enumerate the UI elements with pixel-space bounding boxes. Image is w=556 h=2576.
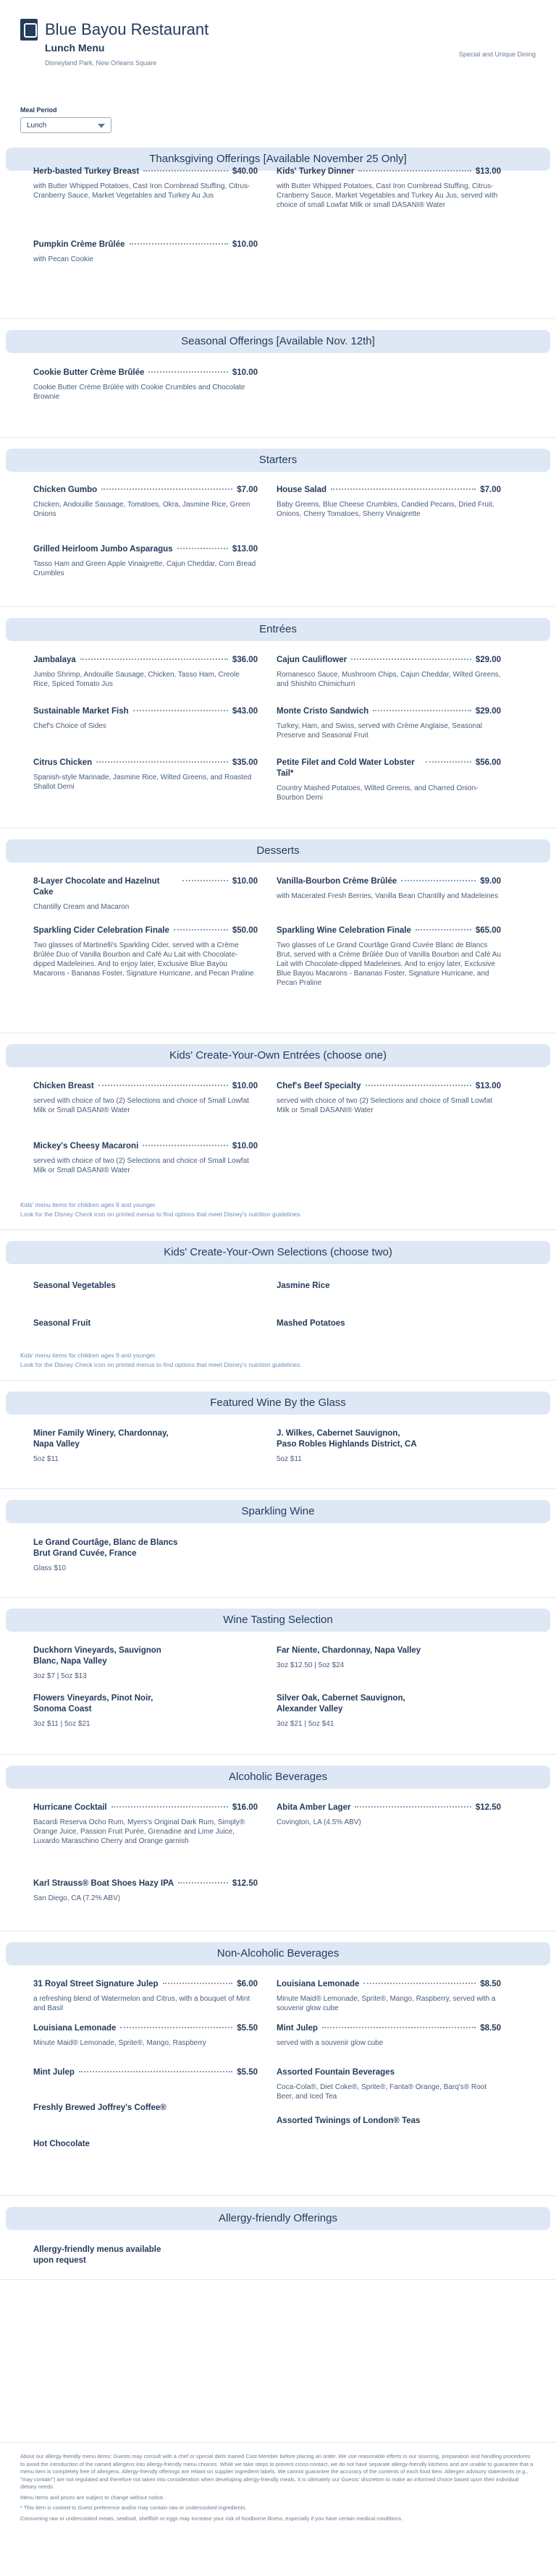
menu-item-price: $56.00 xyxy=(475,758,501,767)
menu-item-name: Flowers Vineyards, Pinot Noir, Sonoma Coast xyxy=(33,1694,153,1713)
menu-item-name: Herb-basted Turkey Breast xyxy=(33,167,140,176)
section-title: Entrées xyxy=(6,618,550,641)
kids-menu-note: Kids' menu items for children ages 9 and younger. xyxy=(20,1352,157,1359)
menu-item-description: Romanesco Sauce, Mushroom Chips, Cajun Cheddar, Wilted Greens, and Shishito Chimichurri xyxy=(277,671,501,688)
menu-item-description: Bacardi Reserva Ocho Rum, Myers's Original Dark Rum, Simply® Orange Juice, Passion Fruit Purée, Grenadine and Lime Juice, Luxardo Maraschino Cherry and Orange garnish xyxy=(33,1818,245,1845)
menu-item-name: Karl Strauss® Boat Shoes Hazy IPA xyxy=(33,1879,174,1888)
menu-item xyxy=(277,1693,501,1729)
chevron-down-icon xyxy=(98,124,105,128)
menu-item-name: Pumpkin Crème Brûlée xyxy=(33,240,125,249)
menu-item-description: Two glasses of Martinelli's Sparkling Cider, served with a Crème Brûlée Duo of Vanilla Bourbon and Café Au Lait with Chocolate-dipped Madeleines. And to enjoy later, Exclusive Blue Bayou Macarons - Bananas Foster, Signature Hurricane, and Pecan Praline xyxy=(33,941,254,978)
dot-leader xyxy=(401,880,476,881)
menu-item-name: Mashed Potatoes xyxy=(277,1319,345,1328)
section-kids-entrees xyxy=(0,1044,556,1067)
menu-item xyxy=(277,166,501,210)
menu-item-name: Le Grand Courtâge, Blanc de Blancs Brut Grand Cuvée, France xyxy=(33,1538,178,1558)
dot-leader xyxy=(351,658,471,660)
menu-item xyxy=(33,925,258,978)
restaurant-logo-icon xyxy=(20,19,38,41)
dot-leader xyxy=(143,1145,228,1146)
page-header xyxy=(0,0,556,100)
section-alcoholic xyxy=(0,1766,556,1789)
menu-item-name: Sparkling Wine Celebration Finale xyxy=(277,926,411,935)
menu-type: Lunch Menu xyxy=(45,42,105,54)
section-divider xyxy=(0,2442,556,2443)
menu-item-price: $12.50 xyxy=(475,1803,501,1812)
dot-leader xyxy=(111,1806,228,1808)
section-nonalcoholic xyxy=(0,1942,556,1965)
section-title: Kids' Create-Your-Own Entrées (choose one) xyxy=(6,1044,550,1067)
meal-period-value: Lunch xyxy=(27,122,47,130)
menu-item xyxy=(33,1693,258,1729)
restaurant-name: Blue Bayou Restaurant xyxy=(45,20,209,38)
menu-item-price: $29.00 xyxy=(475,707,501,716)
dot-leader xyxy=(178,1882,228,1884)
menu-item-name: Allergy-friendly menus available upon request xyxy=(33,2245,161,2265)
dot-leader xyxy=(133,710,228,711)
menu-item-price: $13.00 xyxy=(475,167,501,176)
dot-leader xyxy=(426,761,471,763)
menu-item-price: $5.50 xyxy=(237,2024,258,2033)
dot-leader xyxy=(182,880,228,881)
section-title: Non-Alcoholic Beverages xyxy=(6,1942,550,1965)
section-title: Thanksgiving Offerings [Available November 25 Only] xyxy=(6,148,550,171)
menu-item xyxy=(277,706,501,740)
menu-item-description: served with choice of two (2) Selections and choice of Small Lowfat Milk or Small DASANI® Water xyxy=(33,1157,249,1174)
dot-leader xyxy=(148,371,227,373)
menu-item xyxy=(277,925,501,988)
dot-leader xyxy=(174,929,228,931)
dot-leader xyxy=(358,170,471,171)
menu-item xyxy=(33,485,258,519)
dot-leader xyxy=(79,2071,232,2072)
dot-leader xyxy=(98,1085,228,1086)
kids-menu-note: Look for the Disney Check icon on printed menus to find options that meet Disney's nutrition guidelines. xyxy=(20,1361,302,1368)
menu-item-name: Silver Oak, Cabernet Sauvignon, Alexander Valley xyxy=(277,1694,405,1713)
kids-menu-note: Look for the Disney Check icon on printed menus to find options that meet Disney's nutrition guidelines. xyxy=(20,1211,302,1218)
menu-item-description: Glass $10 xyxy=(33,1564,67,1572)
menu-item-price: $10.00 xyxy=(232,1142,258,1151)
menu-item-description: Turkey, Ham, and Swiss, served with Crème Anglaise, Seasonal Preserve and Seasonal Fruit xyxy=(277,722,483,740)
menu-item xyxy=(277,485,501,519)
section-tasting xyxy=(0,1609,556,1632)
menu-item-price: $50.00 xyxy=(232,926,258,935)
menu-item-price: $65.00 xyxy=(475,926,501,935)
menu-item-price: $5.50 xyxy=(237,2068,258,2077)
dot-leader xyxy=(177,548,228,549)
menu-item-price: $12.50 xyxy=(232,1879,258,1888)
menu-item-description: 5oz $11 xyxy=(33,1455,59,1463)
menu-item-name: Mint Julep xyxy=(33,2068,75,2077)
dot-leader xyxy=(363,1983,476,1984)
menu-item-name: House Salad xyxy=(277,486,327,494)
menu-item xyxy=(277,1428,501,1464)
menu-item xyxy=(33,1428,258,1464)
section-title: Wine Tasting Selection xyxy=(6,1609,550,1632)
dot-leader xyxy=(80,658,228,660)
section-desserts xyxy=(0,839,556,863)
menu-item-name: Chicken Gumbo xyxy=(33,486,98,494)
menu-item-name: Chef's Beef Specialty xyxy=(277,1082,361,1090)
menu-item-description: Jumbo Shrimp, Andouille Sausage, Chicken, Tasso Ham, Creole Rice, Spiced Tomato Jus xyxy=(33,671,240,688)
menu-item-description: 3oz $21 | 5oz $41 xyxy=(277,1720,334,1728)
section-seasonal xyxy=(0,330,556,353)
section-title: Starters xyxy=(6,449,550,472)
menu-item-description: served with choice of two (2) Selections and choice of Small Lowfat Milk or Small DASANI® Water xyxy=(33,1097,249,1114)
menu-item-price: $10.00 xyxy=(232,240,258,249)
menu-item-description: Spanish-style Marinade, Jasmine Rice, Wilted Greens, and Roasted Shallot Demi xyxy=(33,774,252,791)
menu-item-name: Seasonal Fruit xyxy=(33,1319,91,1328)
allergy-disclaimer: About our allergy-friendly menu items: Guests may consult with a chef or special diets trained Cast Member before placing an order. We use reasonable efforts in our sourcing, preparation and handling procedures to avoid the introduction of the named allergens into allergy-friendly menu choices. While we take steps to prevent cross-contact, we do not have separate allergy-friendly kitchens and are unable to guarantee that a menu item is completely free of allergens. Allergy-friendly offerings are reliant on supplier ingredient labels. We cannot guarantee the accuracy of the contents of each food item. Allergen advisory statements (e.g., "may contain") are not regulated and therefore not taken into consideration when developing allergy-friendly meals. It is ultimately our Guests' discretion to make an informed choice based upon their individual dietary needs. xyxy=(20,2453,534,2490)
menu-item-price: $10.00 xyxy=(232,1082,258,1090)
dot-leader xyxy=(163,1983,233,1984)
menu-item-name: 31 Royal Street Signature Julep xyxy=(33,1980,159,1988)
menu-item xyxy=(277,1081,501,1115)
menu-item-name: Assorted Fountain Beverages xyxy=(277,2068,395,2077)
menu-item xyxy=(33,876,258,912)
menu-item-description: 5oz $11 xyxy=(277,1455,302,1463)
menu-item-name: Sustainable Market Fish xyxy=(33,707,129,716)
menu-item-description: 3oz $7 | 5oz $13 xyxy=(33,1672,87,1680)
food-safety-warning: Consuming raw or undercooked meats, seafood, shellfish or eggs may increase your risk of foodborne illness, especially if you have certain medical conditions. xyxy=(20,2514,403,2522)
section-title: Sparkling Wine xyxy=(6,1500,550,1523)
menu-item xyxy=(277,1979,501,2013)
menu-item-name: Cajun Cauliflower xyxy=(277,656,348,664)
menu-item-price: $36.00 xyxy=(232,656,258,664)
menu-item-price: $43.00 xyxy=(232,707,258,716)
menu-item-name: Kids' Turkey Dinner xyxy=(277,167,355,176)
menu-item-price: $7.00 xyxy=(480,486,501,494)
section-starters xyxy=(0,449,556,472)
dining-category: Special and Unique Dining xyxy=(458,51,536,58)
menu-item-name: Duckhorn Vineyards, Sauvignon Blanc, Napa Valley xyxy=(33,1646,161,1666)
menu-item-price: $13.00 xyxy=(475,1082,501,1090)
menu-item xyxy=(33,368,258,402)
menu-item-description: Tasso Ham and Green Apple Vinaigrette, Cajun Cheddar, Corn Bread Crumbles xyxy=(33,560,256,577)
section-entrees xyxy=(0,618,556,641)
menu-item xyxy=(33,1802,258,1846)
menu-item-name: Sparkling Cider Celebration Finale xyxy=(33,926,169,935)
menu-item-description: Minute Maid® Lemonade, Sprite®, Mango, Raspberry, served with a souvenir glow cube xyxy=(277,1995,496,2012)
menu-item-name: Jasmine Rice xyxy=(277,1281,330,1290)
dot-leader xyxy=(373,710,471,711)
dot-leader xyxy=(143,170,228,171)
menu-item-price: $10.00 xyxy=(232,368,258,377)
section-title: Featured Wine By the Glass xyxy=(6,1391,550,1415)
section-divider xyxy=(0,1597,556,1598)
section-divider xyxy=(0,437,556,438)
menu-item-description: Chicken, Andouille Sausage, Tomatoes, Okra, Jasmine Rice, Green Onions xyxy=(33,501,250,518)
menu-item-description: Country Mashed Potatoes, Wilted Greens, and Charred Onion-Bourbon Demi xyxy=(277,784,479,802)
menu-item xyxy=(33,1538,258,1573)
menu-item-name: Hurricane Cocktail xyxy=(33,1803,107,1812)
section-allergy xyxy=(0,2207,556,2230)
menu-item-name: Chicken Breast xyxy=(33,1082,94,1090)
menu-item-price: $10.00 xyxy=(232,877,258,886)
menu-item xyxy=(277,1645,501,1670)
dot-leader xyxy=(96,761,228,763)
menu-item-name: Petite Filet and Cold Water Lobster Tail* xyxy=(277,758,415,778)
menu-item xyxy=(33,706,258,731)
menu-item-description: Coca-Cola®, Diet Coke®, Sprite®, Fanta® Orange, Barq's® Root Beer, and Iced Tea xyxy=(277,2083,486,2101)
menu-item-name: Far Niente, Chardonnay, Napa Valley xyxy=(277,1646,421,1655)
menu-item xyxy=(277,2116,501,2127)
menu-item-name: J. Wilkes, Cabernet Sauvignon, Paso Robles Highlands District, CA xyxy=(277,1429,417,1449)
menu-item-price: $40.00 xyxy=(232,167,258,176)
section-divider xyxy=(0,2279,556,2280)
menu-item xyxy=(33,1081,258,1115)
meal-period-select[interactable] xyxy=(20,117,111,133)
dot-leader xyxy=(130,243,228,245)
menu-item xyxy=(33,655,258,689)
menu-item xyxy=(33,2139,258,2150)
menu-item-description: a refreshing blend of Watermelon and Citrus, with a bouquet of Mint and Basil xyxy=(33,1995,250,2012)
section-title: Alcoholic Beverages xyxy=(6,1766,550,1789)
dot-leader xyxy=(120,2027,232,2028)
menu-item xyxy=(277,1281,501,1292)
menu-item xyxy=(277,1318,501,1329)
dot-leader xyxy=(355,1806,471,1808)
menu-item-price: $13.00 xyxy=(232,545,258,554)
menu-item-name: Mickey's Cheesy Macaroni xyxy=(33,1142,139,1151)
menu-item-description: Minute Maid® Lemonade, Sprite®, Mango, Raspberry xyxy=(33,2039,206,2047)
menu-item-description: Two glasses of Le Grand Courtâge Grand Cuvée Blanc de Blancs Brut, served with a Crème Brûlée Duo of Vanilla Bourbon and Café Au Lait with Chocolate-dipped Madeleines. And to enjoy later, Exclusive Blue Bayou Macarons - Bananas Foster, Signature Hurricane, and Pecan Praline xyxy=(277,941,501,987)
menu-item xyxy=(33,544,258,578)
menu-item xyxy=(277,655,501,689)
menu-item-price: $7.00 xyxy=(237,486,258,494)
menu-item-name: Hot Chocolate xyxy=(33,2140,90,2148)
section-divider xyxy=(0,1229,556,1230)
menu-item xyxy=(33,240,258,264)
section-title: Desserts xyxy=(6,839,550,863)
menu-item xyxy=(33,2067,258,2078)
menu-item xyxy=(277,876,501,901)
menu-item-price: $6.00 xyxy=(237,1980,258,1988)
section-wine-glass xyxy=(0,1391,556,1415)
menu-item-name: 8-Layer Chocolate and Hazelnut Cake xyxy=(33,877,160,897)
menu-item-name: Louisiana Lemonade xyxy=(277,1980,360,1988)
menu-item-description: 3oz $11 | 5oz $21 xyxy=(33,1720,90,1728)
section-kids-selections xyxy=(0,1241,556,1264)
menu-item xyxy=(277,2023,501,2048)
menu-item-description: San Diego, CA (7.2% ABV) xyxy=(33,1894,121,1902)
menu-item-name: Vanilla-Bourbon Crème Brûlée xyxy=(277,877,397,886)
menu-item xyxy=(33,1141,258,1175)
section-title: Kids' Create-Your-Own Selections (choose two) xyxy=(6,1241,550,1264)
section-divider xyxy=(0,1754,556,1755)
menu-item xyxy=(277,1802,501,1827)
menu-item xyxy=(33,166,258,200)
section-divider xyxy=(0,318,556,319)
menu-item-name: Freshly Brewed Joffrey's Coffee® xyxy=(33,2103,167,2112)
menu-item-price: $8.50 xyxy=(480,1980,501,1988)
menu-item-description: with Butter Whipped Potatoes, Cast Iron Cornbread Stuffing, Citrus-Cranberry Sauce, Market Vegetables and Turkey Au Jus xyxy=(33,182,250,200)
menu-item-name: Monte Cristo Sandwich xyxy=(277,707,369,716)
menu-item xyxy=(33,1878,258,1903)
meal-period-label: Meal Period xyxy=(20,106,57,114)
menu-item-description: 3oz $12.50 | 5oz $24 xyxy=(277,1661,345,1669)
menu-item-description: with Pecan Cookie xyxy=(33,255,93,263)
menu-item-price: $29.00 xyxy=(475,656,501,664)
menu-item-name: Citrus Chicken xyxy=(33,758,93,767)
menu-item xyxy=(33,1281,258,1292)
menu-item-name: Abita Amber Lager xyxy=(277,1803,351,1812)
menu-item xyxy=(33,2023,258,2048)
location: Disneyland Park, New Orleans Square xyxy=(45,59,157,67)
section-divider xyxy=(0,828,556,829)
menu-item-description: served with a souvenir glow cube xyxy=(277,2039,384,2047)
menu-item-description: Covington, LA (4.5% ABV) xyxy=(277,1818,361,1826)
menu-item-name: Mint Julep xyxy=(277,2024,318,2033)
menu-item xyxy=(33,758,258,792)
menu-item-price: $8.50 xyxy=(480,2024,501,2033)
price-disclaimer: Menu items and prices are subject to change without notice. xyxy=(20,2494,165,2501)
dot-leader xyxy=(331,488,476,490)
section-title: Allergy-friendly Offerings xyxy=(6,2207,550,2230)
menu-item-description: Chantilly Cream and Macaron xyxy=(33,903,130,911)
dot-leader xyxy=(366,1085,471,1086)
menu-item-description: with Butter Whipped Potatoes, Cast Iron Cornbread Stuffing, Citrus-Cranberry Sauce, Market Vegetables and Turkey Au Jus, served with choice of small Lowfat Milk or small DASANI® Water xyxy=(277,182,498,209)
menu-item xyxy=(33,2103,258,2114)
dot-leader xyxy=(101,488,232,490)
menu-item xyxy=(277,2067,501,2101)
section-title: Seasonal Offerings [Available Nov. 12th] xyxy=(6,330,550,353)
section-divider xyxy=(0,1488,556,1489)
menu-item-price: $35.00 xyxy=(232,758,258,767)
dot-leader xyxy=(416,929,471,931)
menu-item-name: Seasonal Vegetables xyxy=(33,1281,116,1290)
menu-item-price: $16.00 xyxy=(232,1803,258,1812)
footer-disclaimer xyxy=(20,2453,536,2525)
menu-item-name: Miner Family Winery, Chardonnay, Napa Valley xyxy=(33,1429,169,1449)
section-sparkling xyxy=(0,1500,556,1523)
kids-menu-note: Kids' menu items for children ages 9 and younger. xyxy=(20,1201,157,1208)
menu-item-description: Chef's Choice of Sides xyxy=(33,722,106,730)
menu-item-name: Cookie Butter Crème Brûlée xyxy=(33,368,145,377)
menu-item-description: with Macerated Fresh Berries, Vanilla Bean Chantilly and Madeleines xyxy=(277,892,499,900)
menu-item-price: $9.00 xyxy=(480,877,501,886)
menu-item-description: Baby Greens, Blue Cheese Crumbles, Candied Pecans, Dried Fruit, Onions, Cherry Tomatoes, Sherry Vinaigrette xyxy=(277,501,494,518)
menu-item xyxy=(33,1645,258,1681)
menu-item-name: Louisiana Lemonade xyxy=(33,2024,117,2033)
section-divider xyxy=(0,1380,556,1381)
menu-item-name: Jambalaya xyxy=(33,656,76,664)
section-divider xyxy=(0,606,556,607)
section-divider xyxy=(0,2195,556,2196)
menu-item xyxy=(277,758,501,802)
raw-item-note: * This item is cooked to Guest preference and/or may contain raw or undercooked ingredients. xyxy=(20,2504,247,2511)
menu-item xyxy=(33,1318,258,1329)
menu-item-name: Assorted Twinings of London® Teas xyxy=(277,2117,421,2125)
menu-item xyxy=(33,1979,258,2013)
menu-item-description: Cookie Butter Crème Brûlée with Cookie Crumbles and Chocolate Brownie xyxy=(33,384,245,401)
dot-leader xyxy=(322,2027,476,2028)
menu-item xyxy=(33,2245,258,2266)
menu-item-name: Grilled Heirloom Jumbo Asparagus xyxy=(33,545,173,554)
menu-item-description: served with choice of two (2) Selections and choice of Small Lowfat Milk or Small DASANI® Water xyxy=(277,1097,492,1114)
